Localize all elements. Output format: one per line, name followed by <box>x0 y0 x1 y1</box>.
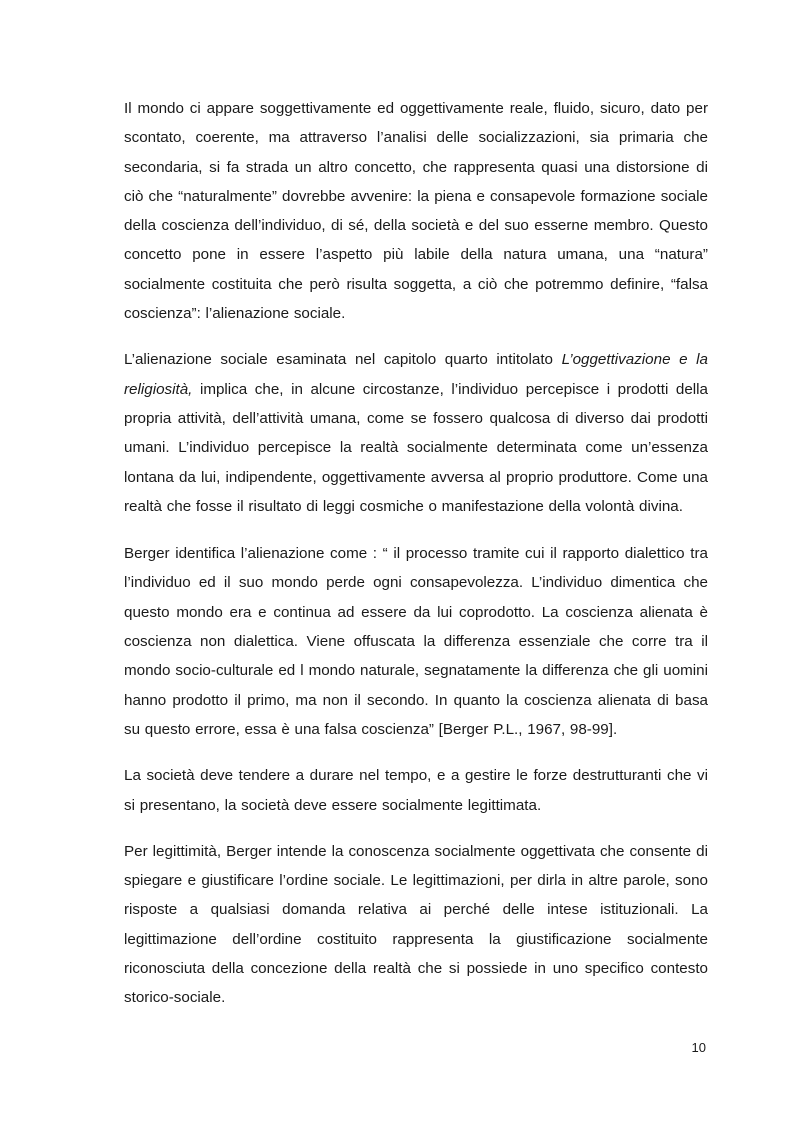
paragraph-4: La società deve tendere a durare nel tempo, e a gestire le forze destrutturanti che vi si presentano, la società deve essere socialmente legittimata. <box>124 767 708 814</box>
paragraph-3: Berger identifica l’alienazione come : “ il processo tramite cui il rapporto dialettico tra l’individuo ed il suo mondo perde ogni consapevolezza. L’individuo dimentica che questo mondo era e continua ad essere da lui coprodotto. La coscienza alienata è coscienza non dialettica. Viene offuscata la differenza essenziale che corre tra il mondo socio-culturale ed l mondo naturale, segnatamente la differenza che gli uomini hanno prodotto il primo, ma non il secondo. In quanto la coscienza alienata di basa su questo errore, essa è una falsa coscienza” [Berger P.L., 1967, 98-99]. <box>124 545 708 738</box>
paragraph-2 <box>124 345 708 521</box>
page-number: 10 <box>691 1040 706 1055</box>
chapter-title-italic: L’oggettivazione e la religiosità, <box>124 351 708 398</box>
paragraph-5: Per legittimità, Berger intende la conoscenza socialmente oggettivata che consente di spiegare e giustificare l’ordine sociale. Le legittimazioni, per dirla in altre parole, sono risposte a qualsiasi domanda relativa ai perché delle intese istituzionali. La legittimazione dell’ordine costituito rappresenta la giustificazione socialmente riconosciuta della concezione della realtà che si possiede in uno specifico contesto storico-sociale. <box>124 842 708 1007</box>
paragraph-2-after: implica che, in alcune circostanze, l’individuo percepisce i prodotti della propria attività, dell’attività umana, come se fossero qualcosa di diverso dai prodotti umani. L’individuo percepisce la realtà socialmente determinata come un’essenza lontana da lui, indipendente, oggettivamente avversa al proprio produttore. Come una realtà che fosse il risultato di leggi cosmiche o manifestazione della volontà divina. <box>124 380 708 515</box>
paragraph-1: Il mondo ci appare soggettivamente ed oggettivamente reale, fluido, sicuro, dato per scontato, coerente, ma attraverso l’analisi delle socializzazioni, sia primaria che secondaria, si fa strada un altro concetto, che rappresenta quasi una distorsione di ciò che “naturalmente” dovrebbe avvenire: la piena e consapevole formazione sociale della coscienza dell’individuo, di sé, della società e del suo esserne membro. Questo concetto pone in essere l’aspetto più labile della natura umana, una “natura” socialmente costituita che però risulta soggetta, a ciò che potremmo definire, “falsa coscienza”: l’alienazione sociale. <box>124 100 708 323</box>
paragraph-2-before: L’alienazione sociale esaminata nel capitolo quarto intitolato <box>124 351 562 369</box>
page-body <box>124 94 708 1029</box>
